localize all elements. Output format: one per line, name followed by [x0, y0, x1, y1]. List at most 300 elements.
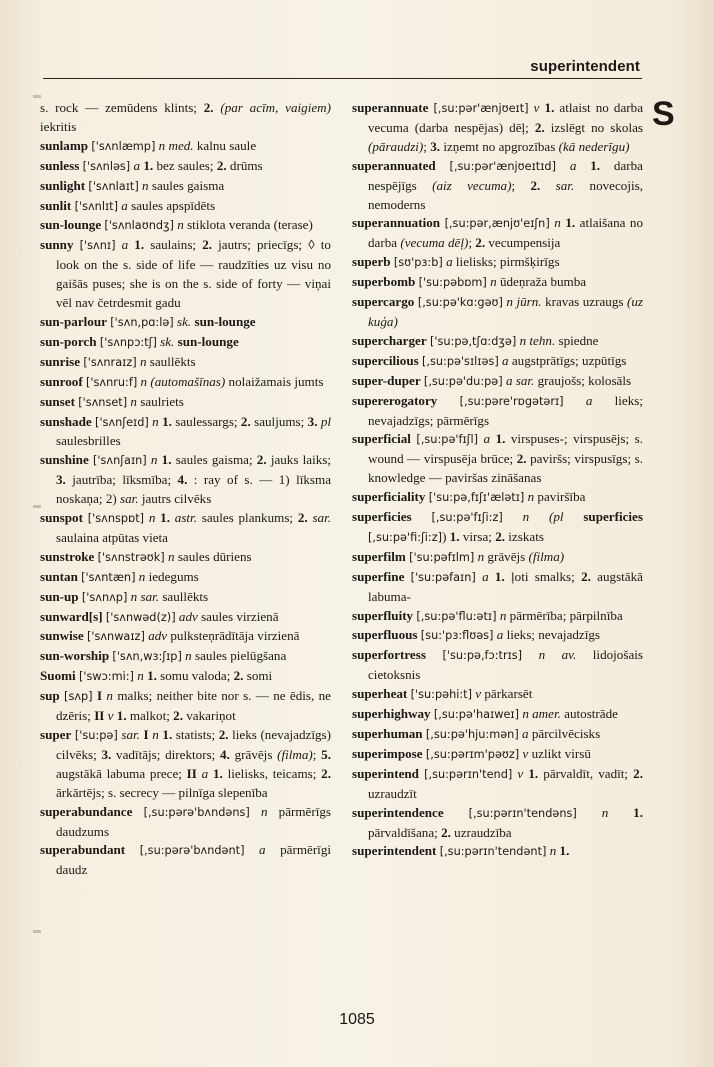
- grammar-label: astr.: [174, 510, 197, 526]
- dictionary-entry: [352, 765, 643, 804]
- headword: sun-lounge: [194, 313, 256, 329]
- grammar-label: v: [533, 100, 540, 115]
- pronunciation: [,su:pər,ænjʊ'eɪʃn]: [444, 217, 550, 231]
- headword: sun-porch: [40, 333, 97, 349]
- definition-text: vakariņot: [182, 708, 236, 724]
- grammar-label: a: [502, 352, 509, 368]
- sense-number: 2.: [297, 510, 308, 526]
- sense-number: 1.: [494, 568, 505, 584]
- sense-number: 1.: [116, 708, 127, 724]
- headword: superabundant: [40, 842, 126, 858]
- grammar-label: a sar.: [505, 372, 535, 388]
- definition-text: iedegums: [145, 568, 199, 584]
- grammar-label: n sar.: [130, 588, 160, 604]
- dictionary-entry: [40, 353, 331, 373]
- sense-number: 3.: [101, 746, 112, 762]
- definition-text: saules apspīdēts: [127, 197, 216, 213]
- grammar-label: n: [142, 177, 149, 193]
- definition-text: darba nespējīgs: [368, 157, 643, 193]
- definition-text: saulessargs;: [171, 413, 241, 429]
- definition-text: pārmērīgs daudzums: [56, 803, 331, 839]
- sense-number: 2.: [633, 765, 643, 781]
- sense-number: 1.: [559, 843, 570, 859]
- sense-number: 4.: [177, 472, 188, 488]
- sense-number: 2.: [256, 452, 267, 468]
- dictionary-entry: [352, 253, 643, 273]
- pronunciation: ['sʌn,pɑ:lə]: [110, 315, 174, 329]
- definition-text: stiklota veranda (terase): [183, 217, 313, 233]
- definition-text: saules dūriens: [174, 548, 252, 564]
- dictionary-entry: [40, 373, 331, 393]
- pronunciation: ['sʌnspɒt]: [87, 512, 145, 526]
- pronunciation: ['sʌnpɔ:tʃ]: [99, 335, 157, 349]
- headword: sunlit: [40, 197, 72, 213]
- pronunciation: ['sʌnwəd(z)]: [105, 610, 176, 624]
- definition-text: grāvējs: [229, 746, 278, 762]
- headword: superfilm: [352, 548, 406, 564]
- usage-note: (filma): [528, 548, 565, 564]
- headword: Suomi: [40, 668, 76, 684]
- definition-text: pārvaldīšana;: [368, 824, 442, 840]
- sense-number: 1.: [544, 100, 555, 115]
- dictionary-entry: [40, 568, 331, 588]
- headword: superannuated: [352, 157, 436, 173]
- dictionary-entry: [352, 430, 643, 488]
- sense-number: 2.: [173, 708, 183, 724]
- definition-text: somu valoda;: [156, 668, 234, 684]
- definition-text: sauljums;: [250, 413, 308, 429]
- dictionary-entry: [352, 157, 643, 215]
- grammar-label: n med.: [158, 137, 194, 153]
- definition-text: nolaižamais jumts: [225, 373, 324, 389]
- headword: superabundance: [40, 803, 133, 819]
- headword: superfluity: [352, 607, 414, 623]
- definition-text: bez saules;: [153, 157, 217, 173]
- dictionary-entry: [352, 705, 643, 725]
- dictionary-entry: [352, 372, 643, 392]
- definition-text: drūms: [226, 157, 263, 173]
- sense-number: 1.: [162, 413, 172, 429]
- usage-note: (aiz vecuma): [432, 177, 512, 193]
- sense-number: 1.: [147, 668, 157, 684]
- headword: sunshine: [40, 452, 89, 468]
- definition-text: atlaišana no darba: [368, 215, 644, 251]
- grammar-label: adv: [178, 608, 198, 624]
- dictionary-entry: [40, 687, 331, 726]
- definition-text: [250, 804, 261, 819]
- grammar-label: n amer.: [522, 706, 561, 722]
- grammar-label: n: [152, 413, 159, 429]
- pronunciation: [,su:pə'hju:mən]: [425, 728, 519, 741]
- sense-number: 1.: [495, 431, 506, 447]
- headword: sun-lounge: [40, 217, 102, 233]
- dictionary-entry: [40, 236, 331, 313]
- grammar-label: a: [446, 254, 453, 270]
- definition-text: augstākā labuma-: [368, 568, 643, 604]
- definition-text: [608, 805, 633, 820]
- grammar-label: n: [490, 274, 497, 290]
- sense-number: 2.: [233, 668, 244, 684]
- definition-text: saulains;: [144, 237, 203, 253]
- pronunciation: ['su:pəfɪlm]: [409, 550, 475, 564]
- usage-note: (par acīm, vaigiem): [213, 100, 331, 115]
- grammar-label: n: [168, 548, 175, 564]
- grammar-label: n: [522, 509, 530, 525]
- headword: sunless: [40, 157, 80, 173]
- definition-text: [132, 804, 143, 819]
- definition-text: izslēgt no skolas: [544, 119, 643, 135]
- grammar-label: n: [148, 510, 156, 526]
- headword: superfortress: [352, 647, 426, 663]
- definition-text: saules gaisma;: [171, 452, 257, 468]
- usage-note: (pl: [548, 509, 584, 525]
- dictionary-entry: [40, 216, 331, 236]
- dictionary-entry: [40, 627, 331, 647]
- definition-text: kravas uzraugs: [541, 294, 627, 310]
- definition-text: [503, 509, 523, 524]
- dictionary-entry: [40, 451, 331, 509]
- headword: superficiality: [352, 489, 426, 505]
- sense-number: 1.: [160, 510, 170, 526]
- pronunciation: ['su:pəbɒm]: [418, 276, 487, 290]
- headword: supercilious: [352, 352, 419, 368]
- headword: sunward[s]: [40, 608, 103, 624]
- definition-text: [576, 158, 590, 173]
- running-head: superintendent: [530, 58, 640, 75]
- headword: sunroof: [40, 373, 83, 389]
- definition-text: augstākā labuma prece;: [56, 765, 187, 781]
- definition-text: [444, 805, 469, 820]
- headword: superintend: [352, 765, 419, 781]
- definition-text: autostrāde: [560, 706, 618, 722]
- sense-number: 2.: [581, 568, 591, 584]
- thumb-index-letter: S: [652, 95, 675, 133]
- definition-text: virspuses-; virspusējs; s. wound — virspusēja brūce;: [368, 431, 643, 467]
- headword: superintendent: [352, 843, 437, 859]
- headword: superheat: [352, 686, 408, 702]
- dictionary-entry: [352, 214, 643, 253]
- pronunciation: ['sʌnlæmp]: [91, 139, 156, 153]
- definition-text: lidojošais cietoksnis: [368, 647, 643, 683]
- definition-text: ): [442, 528, 450, 544]
- headword: sup: [40, 688, 60, 704]
- definition-text: graujošs; kolosāls: [534, 372, 632, 388]
- definition-text: pārvaldīt, vadīt;: [538, 765, 634, 781]
- headword: supererogatory: [352, 392, 438, 408]
- definition-text: izņemt no apgrozības: [440, 138, 559, 154]
- dictionary-entry: [352, 626, 643, 646]
- dictionary-entry: [352, 685, 643, 705]
- definition-text: augstprātīgs; uzpūtīgs: [508, 352, 627, 368]
- definition-text: uzlikt virsū: [528, 745, 591, 761]
- definition-text: jauks laiks;: [266, 452, 332, 468]
- dictionary-entry: [40, 413, 331, 452]
- left-column: [40, 99, 331, 880]
- definition-text: ;: [511, 177, 531, 193]
- pronunciation: ['sʌnlaɪt]: [88, 179, 139, 193]
- grammar-label: sar.: [120, 491, 139, 507]
- headword: sunshade: [40, 413, 92, 429]
- sense-number: 2.: [218, 727, 229, 742]
- entry-continuation: [40, 99, 331, 137]
- headword: superintendence: [352, 804, 444, 820]
- sense-number: 1.: [528, 765, 539, 781]
- grammar-label: a: [496, 627, 504, 643]
- headword: superhuman: [352, 726, 423, 741]
- headword: sunwise: [40, 628, 84, 644]
- definition-text: saulriets: [136, 393, 184, 409]
- dictionary-entry: [40, 137, 331, 157]
- dictionary-entry: [352, 293, 643, 332]
- pronunciation: [,su:pə'haɪweɪ]: [433, 708, 520, 722]
- grammar-label: n tehn.: [519, 332, 556, 348]
- definition-text: [556, 158, 570, 173]
- headword: sunlight: [40, 177, 86, 193]
- definition-text: somi: [243, 668, 273, 684]
- sense-number: 2.: [321, 765, 331, 781]
- grammar-label: n: [260, 803, 268, 819]
- grammar-label: a: [482, 568, 489, 584]
- pronunciation: ['sʌnlaʊndʒ]: [104, 219, 174, 233]
- sense-number: 1.: [590, 157, 601, 173]
- grammar-label: n: [477, 548, 485, 564]
- pronunciation: [,su:pə'flu:ətɪ]: [416, 609, 497, 623]
- definition-text: saules pielūgšana: [191, 648, 287, 664]
- pronunciation: [,su:pər'ænjʊeɪt]: [433, 102, 529, 115]
- margin-mark: [33, 930, 41, 933]
- headword: superficial: [352, 431, 411, 447]
- headword: superfine: [352, 568, 405, 584]
- definition-text: lieks (nevajadzīgs) cilvēks;: [56, 727, 331, 762]
- usage-note: (filma): [277, 746, 313, 762]
- grammar-label: a: [585, 392, 593, 408]
- grammar-label: pl: [320, 413, 332, 429]
- definition-text: paviršība: [534, 489, 586, 505]
- definition-text: s. rock — zemūdens klints;: [40, 100, 204, 115]
- pronunciation: ['sʌnləs]: [82, 159, 131, 173]
- pronunciation: [,su:pə'du:pə]: [423, 374, 503, 388]
- headword: sunrise: [40, 353, 81, 369]
- definition-text: saules plankums;: [196, 510, 298, 526]
- headword: sunstroke: [40, 548, 95, 564]
- definition-text: izskats: [505, 528, 544, 544]
- definition-text: vadītājs; direktors;: [111, 746, 221, 762]
- pronunciation: [,su:pə'sɪlɪəs]: [421, 354, 499, 368]
- headword: superficies: [583, 509, 643, 525]
- definition-text: [577, 805, 602, 820]
- pronunciation: [,su:pər'ænjʊeɪtɪd]: [449, 159, 556, 173]
- definition-text: jautrs; priecīgs; ◊ to look on the s. side of life — raudzīties uz visu no gaišās puses; she is on the s. side of forty — viņai vēl nav četrdesmit gadu: [56, 237, 331, 311]
- definition-text: saullēkts: [159, 588, 209, 604]
- grammar-label: adv: [148, 628, 168, 644]
- headword: superficies: [352, 509, 412, 525]
- definition-text: saules virzienā: [197, 608, 279, 624]
- pronunciation: ['sʌnstrəʊk]: [97, 550, 165, 564]
- dictionary-entry: [40, 667, 331, 687]
- grammar-label: a: [201, 765, 209, 781]
- dictionary-entry: [352, 352, 643, 372]
- definition-text: ;: [312, 746, 322, 762]
- sense-number: 2.: [203, 100, 214, 115]
- dictionary-entry: [352, 804, 643, 843]
- dictionary-entry: [352, 332, 643, 352]
- definition-text: saulesbrilles: [56, 433, 121, 449]
- sense-number: 2.: [216, 157, 227, 173]
- pronunciation: [,su:pəre'rɒgətərɪ]: [459, 394, 564, 408]
- dictionary-entry: [352, 392, 643, 431]
- definition-text: statists;: [172, 727, 219, 742]
- page-number: 1085: [339, 1011, 375, 1028]
- dictionary-entry: [352, 745, 643, 765]
- pronunciation: ['sʌntæn]: [81, 570, 136, 584]
- dictionary-entry: [352, 646, 643, 685]
- headword: superannuation: [352, 215, 441, 231]
- dictionary-entry: [40, 548, 331, 568]
- headword: suntan: [40, 568, 78, 584]
- pronunciation: [,su:pə'fi:ʃi:z]: [368, 530, 443, 544]
- definition-text: pārmērīgi daudz: [56, 842, 331, 878]
- pronunciation: ['su:pəfaɪn]: [410, 570, 476, 584]
- definition-text: [437, 393, 459, 408]
- grammar-label: n av.: [538, 647, 577, 663]
- definition-text: malkot;: [126, 708, 174, 724]
- grammar-label: v: [475, 686, 482, 702]
- definition-text: jautrs cilvēks: [138, 491, 212, 507]
- headword: superb: [352, 254, 391, 270]
- grammar-label: sar.: [121, 727, 140, 742]
- sense-number: 2.: [516, 451, 527, 467]
- definition-text: spiedne: [555, 332, 599, 348]
- definition-text: [529, 509, 549, 524]
- pronunciation: [sʊ'pɜ:b]: [393, 256, 443, 270]
- pronunciation: ['sʌnʌp]: [81, 590, 128, 604]
- grammar-label: a: [121, 197, 128, 213]
- headword: sunset: [40, 393, 75, 409]
- pronunciation: [,su:pərɪn'tendəns]: [468, 806, 577, 820]
- dictionary-entry: [352, 607, 643, 627]
- usage-note: (kā nederīgu): [558, 138, 630, 154]
- dictionary-entry: [40, 393, 331, 413]
- grammar-label: v: [107, 708, 114, 724]
- definition-text: atlaist no darba vecuma (darba nespējas) dēļ;: [368, 100, 644, 135]
- definition-text: ļoti smalks;: [504, 568, 582, 584]
- definition-text: [125, 842, 140, 857]
- definition-text: [412, 509, 432, 524]
- sense-number: 1.: [161, 452, 172, 468]
- grammar-label: n: [527, 489, 535, 505]
- pronunciation: [,su:pə'fɪʃi:z]: [431, 511, 503, 525]
- sense-number: 2.: [441, 824, 451, 840]
- definition-text: saullēkts: [146, 353, 196, 369]
- dictionary-entry: [40, 803, 331, 842]
- definition-text: pārkarsēt: [481, 686, 533, 702]
- pronunciation: [sʌp]: [64, 690, 93, 704]
- definition-text: [426, 647, 443, 662]
- sense-number: 1.: [162, 727, 173, 742]
- pronunciation: ['sʌnru:f]: [85, 375, 138, 389]
- sense-number: I: [143, 727, 149, 742]
- headword: super-duper: [352, 372, 421, 388]
- grammar-label: n: [499, 607, 507, 623]
- definition-text: : ray of s. — 1) līksma noskaņa; 2): [56, 472, 332, 507]
- grammar-label: a: [522, 726, 529, 741]
- definition-text: novecojis, nemoderns: [368, 177, 643, 212]
- sense-number: 3.: [430, 138, 441, 154]
- headword: supercharger: [352, 332, 427, 348]
- grammar-label: v: [517, 765, 524, 781]
- headword: sunspot: [40, 510, 83, 526]
- pronunciation: ['sʌnraɪz]: [83, 355, 137, 369]
- sense-number: I: [96, 688, 103, 704]
- grammar-label: n jūrn.: [506, 294, 542, 310]
- dictionary-entry: [40, 313, 331, 333]
- dictionary-entry: [40, 509, 331, 548]
- grammar-label: n: [549, 843, 557, 859]
- grammar-label: a: [133, 157, 141, 173]
- definition-text: ārkārtējs; s. secrecy — pilnīga slepenība: [56, 784, 268, 800]
- dictionary-entry: [40, 841, 331, 880]
- margin-mark: [33, 95, 41, 98]
- grammar-label: n: [106, 688, 113, 704]
- definition-text: uzraudzīt: [368, 785, 417, 801]
- grammar-label: n: [137, 668, 144, 684]
- pronunciation: ['sʌn,wɜ:ʃɪp]: [112, 650, 182, 664]
- sense-number: 1.: [633, 804, 643, 820]
- definition-text: pārmērība; pārpilnība: [506, 607, 623, 623]
- definition-text: saules gaisma: [148, 177, 225, 193]
- sense-number: 2.: [495, 528, 506, 544]
- pronunciation: ['sʌnwaɪz]: [86, 630, 145, 644]
- sense-number: II: [94, 708, 105, 724]
- definition-text: [540, 178, 555, 193]
- sense-number: 2.: [534, 119, 545, 135]
- grammar-label: n: [139, 353, 147, 369]
- definition-text: malks; neither bite nor s. — ne ēdis, ne dzēris;: [56, 688, 331, 724]
- grammar-label: sk.: [177, 313, 192, 329]
- headword: sun-lounge: [177, 333, 239, 349]
- headword: sun-worship: [40, 648, 110, 664]
- sense-number: 2.: [475, 235, 486, 251]
- sense-number: 2.: [240, 413, 251, 429]
- headword: superhighway: [352, 706, 431, 722]
- grammar-label: sar.: [555, 177, 575, 193]
- dictionary-entry: [40, 177, 331, 197]
- definition-text: ūdeņraža bumba: [496, 274, 587, 290]
- headword: superimpose: [352, 745, 423, 761]
- grammar-label: a: [121, 237, 129, 253]
- definition-text: [564, 393, 586, 408]
- definition-text: ;: [423, 138, 431, 154]
- headword: super: [40, 727, 72, 742]
- pronunciation: ['sʌnʃaɪn]: [92, 454, 147, 468]
- dictionary-entry: [352, 548, 643, 568]
- definition-text: [245, 842, 260, 857]
- dictionary-entry: [352, 508, 643, 548]
- sense-number: 1.: [449, 528, 460, 544]
- pronunciation: [,su:pərə'bʌndəns]: [143, 805, 250, 819]
- pronunciation: [,su:pərɪm'pəʊz]: [425, 747, 520, 761]
- definition-text: ;: [468, 235, 476, 251]
- grammar-label: sk.: [160, 333, 175, 349]
- headword: sunny: [40, 237, 74, 253]
- dictionary-entry: [40, 197, 331, 217]
- grammar-label: n: [152, 727, 159, 742]
- sense-number: 4.: [220, 746, 230, 762]
- pronunciation: ['swɔ:mi:]: [78, 670, 134, 684]
- dictionary-entry: [40, 333, 331, 353]
- definition-text: kalnu saule: [193, 137, 257, 153]
- sense-number: 1.: [212, 765, 223, 781]
